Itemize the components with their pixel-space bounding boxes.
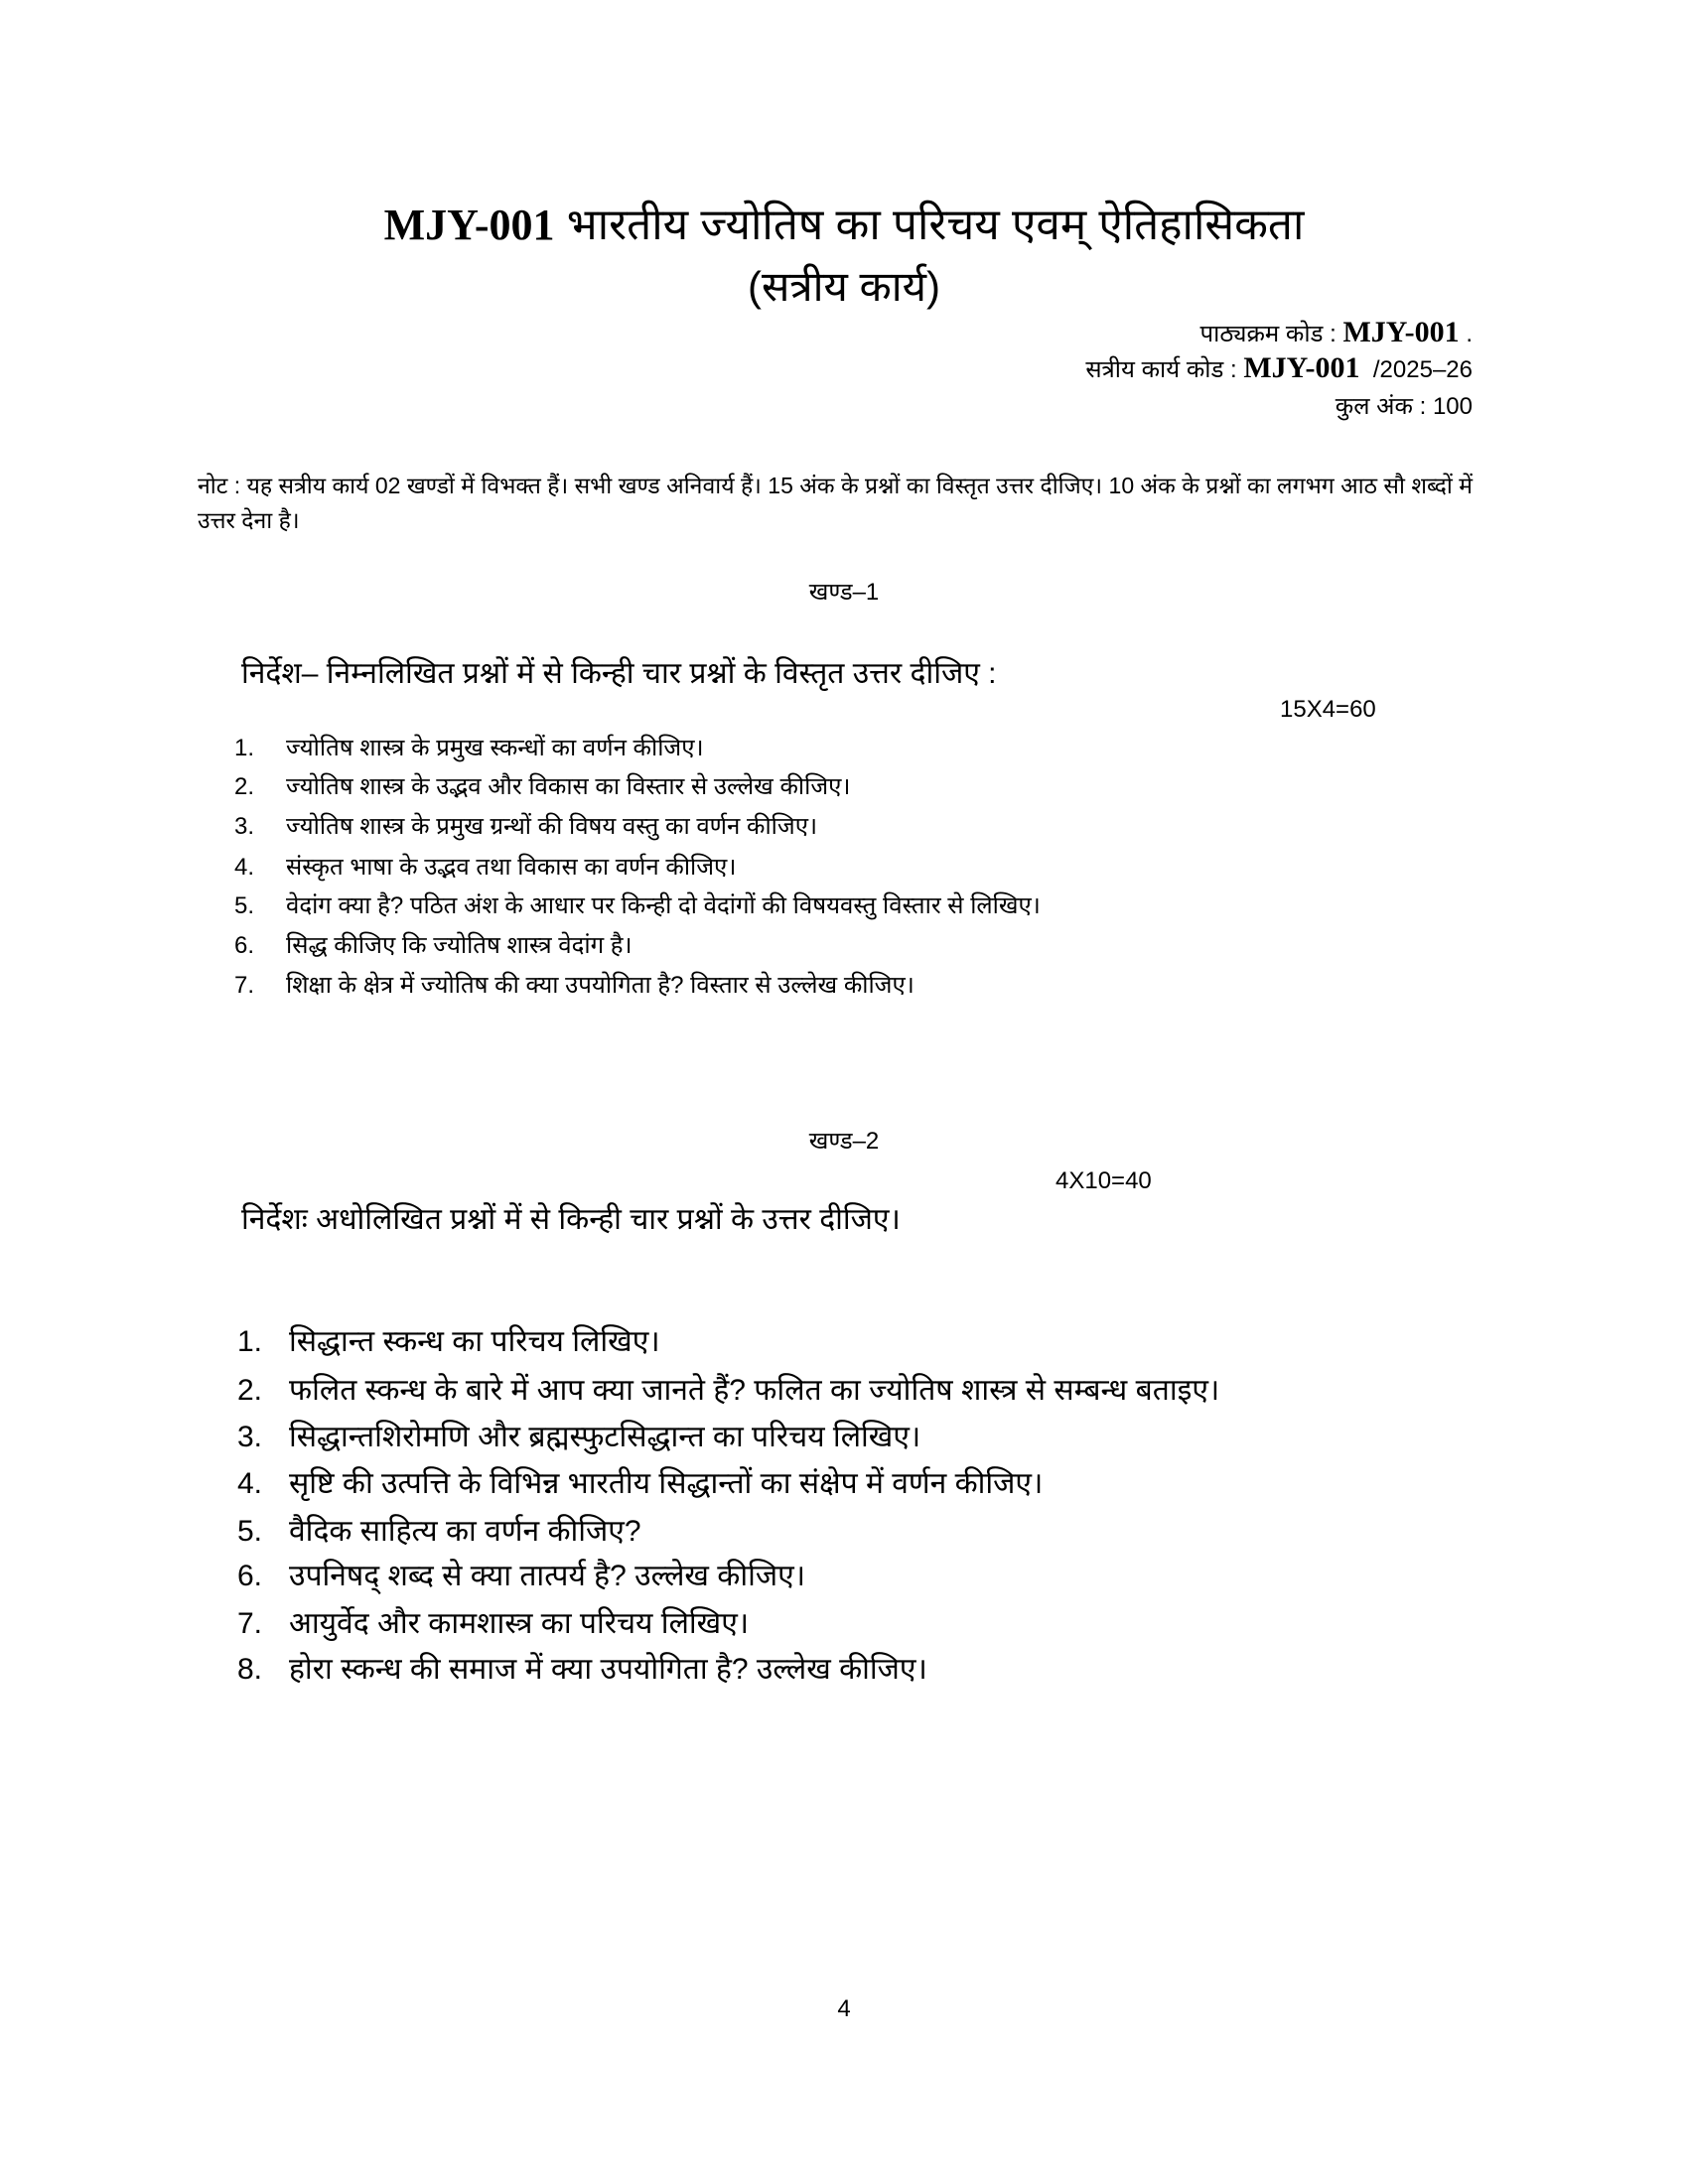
- section-1-marks: 15X4=60: [1280, 696, 1376, 723]
- question-number: 2.: [237, 1374, 263, 1407]
- list-item: [237, 1423, 920, 1452]
- list-item: [237, 1469, 1043, 1499]
- total-marks-value: 100: [1432, 393, 1473, 420]
- question-number: 5.: [237, 1515, 263, 1548]
- list-item: [234, 815, 817, 839]
- document-subtitle: (सत्रीय कार्य): [748, 263, 940, 310]
- question-text: सिद्धान्त स्कन्ध का परिचय लिखिए।: [289, 1325, 660, 1358]
- assignment-code-value: MJY-001: [1243, 351, 1360, 384]
- question-text: ज्योतिष शास्त्र के प्रमुख ग्रन्थों की विषय वस्तु का वर्णन कीजिए।: [286, 813, 818, 840]
- question-text: वैदिक साहित्य का वर्णन कीजिए?: [289, 1515, 641, 1548]
- question-number: 6.: [234, 932, 255, 959]
- question-number: 3.: [234, 813, 255, 840]
- question-number: 3.: [237, 1421, 263, 1453]
- question-text: शिक्षा के क्षेत्र में ज्योतिष की क्या उपयोगिता है? विस्तार से उल्लेख कीजिए।: [286, 972, 914, 999]
- course-code-label: पाठ्यक्रम कोड :: [1199, 321, 1336, 347]
- question-number: 8.: [237, 1653, 263, 1686]
- section-2-heading: खण्ड–2: [808, 1128, 880, 1155]
- question-number: 6.: [237, 1560, 263, 1592]
- list-item: [234, 775, 851, 799]
- list-item: [234, 737, 704, 760]
- total-marks-label: कुल अंक :: [1335, 393, 1427, 420]
- section-1-heading: खण्ड–1: [808, 579, 880, 606]
- section-2-instruction: निर्देशः अधोलिखित प्रश्नों में से किन्ही चार प्रश्नों के उत्तर दीजिए।: [241, 1203, 901, 1236]
- assignment-session: /2025–26: [1372, 356, 1473, 383]
- question-number: 7.: [237, 1607, 263, 1640]
- question-number: 4.: [234, 854, 255, 881]
- list-item: [234, 974, 914, 998]
- list-item: [237, 1376, 1219, 1406]
- section-1-instruction: निर्देश– निम्नलिखित प्रश्नों में से किन्ही चार प्रश्नों के विस्तृत उत्तर दीजिए :: [241, 657, 997, 690]
- question-number: 1.: [234, 735, 255, 761]
- note-paragraph: नोट : यह सत्रीय कार्य 02 खण्डों में विभक्त हैं। सभी खण्ड अनिवार्य हैं। 15 अंक के प्रश्नों का विस्तृत उत्तर दीजिए। 10 अंक के प्रश्नों का लगभग आठ सौ शब्दों में उत्तर देना है।: [198, 473, 1473, 533]
- course-code-value: MJY-001: [1342, 316, 1460, 348]
- title-course-code: MJY-001: [383, 201, 555, 249]
- question-text: सिद्धान्तशिरोमणि और ब्रह्मस्फुटसिद्धान्त का परिचय लिखिए।: [289, 1421, 921, 1453]
- question-text: सिद्ध कीजिए कि ज्योतिष शास्त्र वेदांग है।: [286, 932, 633, 959]
- question-text: वेदांग क्या है? पठित अंश के आधार पर किन्ही दो वेदांगों की विषयवस्तु विस्तार से लिखिए।: [286, 892, 1041, 919]
- list-item: [237, 1327, 660, 1357]
- page-number: 4: [837, 1995, 851, 2022]
- question-number: 4.: [237, 1467, 263, 1500]
- section-2-marks: 4X10=40: [1055, 1167, 1152, 1194]
- question-text: ज्योतिष शास्त्र के उद्भव और विकास का विस्तार से उल्लेख कीजिए।: [286, 773, 851, 800]
- question-text: सृष्टि की उत्पत्ति के विभिन्न भारतीय सिद्धान्तों का संक्षेप में वर्णन कीजिए।: [289, 1467, 1044, 1500]
- question-number: 1.: [237, 1325, 263, 1358]
- list-item: [234, 934, 633, 958]
- assignment-code-label: सत्रीय कार्य कोड :: [1085, 356, 1237, 383]
- document-title: [0, 201, 1688, 249]
- list-item: [234, 856, 736, 880]
- course-code-suffix: .: [1466, 321, 1473, 347]
- list-item: [237, 1609, 749, 1639]
- question-number: 7.: [234, 972, 255, 999]
- course-code-line: [1200, 318, 1473, 347]
- list-item: [237, 1562, 805, 1591]
- question-text: ज्योतिष शास्त्र के प्रमुख स्कन्धों का वर्णन कीजिए।: [286, 735, 704, 761]
- question-number: 5.: [234, 892, 255, 919]
- list-item: [237, 1655, 927, 1685]
- question-text: आयुर्वेद और कामशास्त्र का परिचय लिखिए।: [289, 1607, 750, 1640]
- total-marks-line: [1336, 395, 1473, 419]
- list-item: [234, 894, 1041, 918]
- title-text: भारतीय ज्योतिष का परिचय एवम् ऐतिहासिकता: [566, 201, 1305, 249]
- assignment-code-line: [1085, 353, 1473, 383]
- question-text: उपनिषद् शब्द से क्या तात्पर्य है? उल्लेख कीजिए।: [289, 1560, 806, 1592]
- question-number: 2.: [234, 773, 255, 800]
- question-text: फलित स्कन्ध के बारे में आप क्या जानते हैं? फलित का ज्योतिष शास्त्र से सम्बन्ध बताइए।: [289, 1374, 1220, 1407]
- list-item: [237, 1517, 641, 1547]
- question-text: संस्कृत भाषा के उद्भव तथा विकास का वर्णन कीजिए।: [286, 854, 737, 881]
- question-text: होरा स्कन्ध की समाज में क्या उपयोगिता है? उल्लेख कीजिए।: [289, 1653, 927, 1686]
